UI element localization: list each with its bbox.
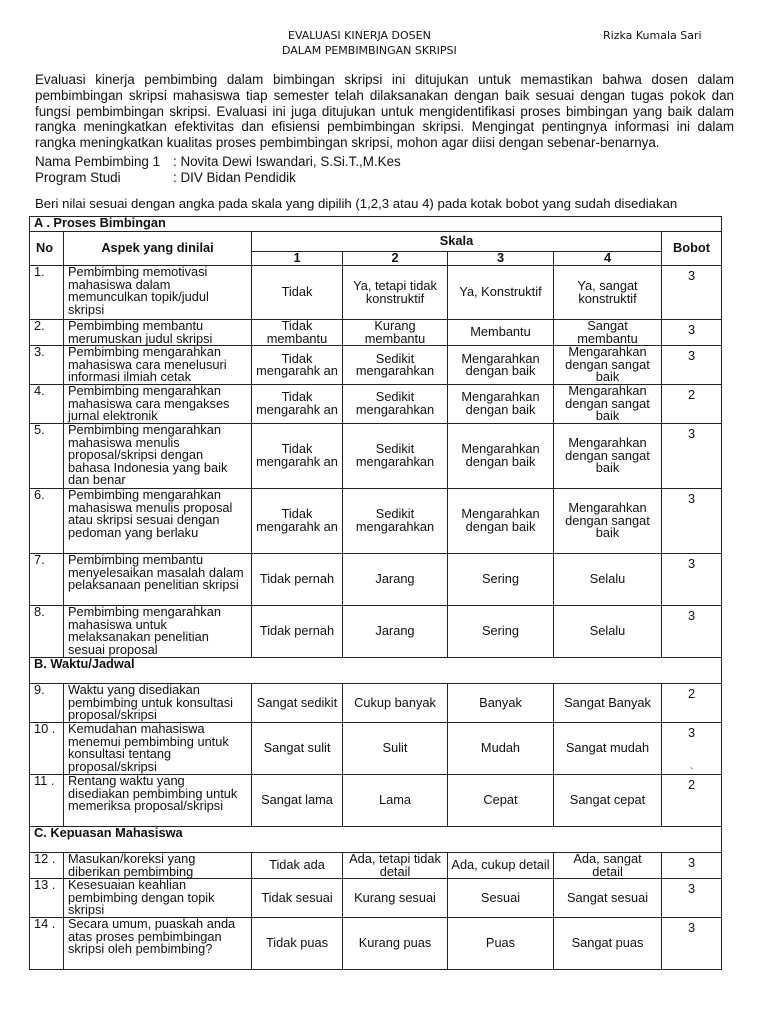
table-row bbox=[30, 266, 722, 320]
scale-1-text: Sangat lama bbox=[252, 774, 343, 826]
scale-1-text: Tidak puas bbox=[252, 918, 343, 970]
row-number: 14 . bbox=[30, 918, 64, 970]
prodi-row bbox=[35, 170, 401, 186]
pembimbing-label: Nama Pembimbing 1 bbox=[35, 154, 161, 169]
table-row bbox=[30, 852, 722, 878]
scale-1-text: Tidak pernah bbox=[252, 605, 343, 657]
scale-4-text: Mengarahkan dengan sangat baik bbox=[554, 346, 662, 385]
table-row bbox=[30, 774, 722, 826]
bobot-value[interactable]: 3 bbox=[662, 918, 722, 970]
row-number: 12 . bbox=[30, 852, 64, 878]
scale-4-text: Mengarahkan dengan sangat baik bbox=[554, 488, 662, 553]
bobot-value[interactable]: 3 bbox=[662, 488, 722, 553]
bobot-value[interactable]: 3 bbox=[662, 553, 722, 605]
scale-4-text: Sangat membantu bbox=[554, 320, 662, 346]
aspect-text: Pembimbing mengarahkan mahasiswa menulis proposal/skripsi dengan bahasa Indonesia yang baik dan benar bbox=[64, 423, 252, 488]
scale-1-text: Tidak ada bbox=[252, 852, 343, 878]
table-row bbox=[30, 553, 722, 605]
scale-3-text: Ya, Konstruktif bbox=[448, 266, 554, 320]
scale-2-text: Sedikit mengarahkan bbox=[343, 385, 448, 424]
bobot-value[interactable]: 3 bbox=[662, 605, 722, 657]
scale-2-text: Sedikit mengarahkan bbox=[343, 423, 448, 488]
scale-3-text: Sering bbox=[448, 605, 554, 657]
scale-4-text: Mengarahkan dengan sangat baik bbox=[554, 385, 662, 424]
scale-3-text: Ada, cukup detail bbox=[448, 852, 554, 878]
row-number: 2. bbox=[30, 320, 64, 346]
table-row bbox=[30, 879, 722, 918]
aspect-text: Pembimbing mengarahkan mahasiswa cara menelusuri informasi ilmiah cetak bbox=[64, 346, 252, 385]
scale-1-text: Tidak mengarahk an bbox=[252, 423, 343, 488]
intro-paragraph: Evaluasi kinerja pembimbing dalam bimbingan skripsi ini ditujukan untuk memastikan bahwa dosen dalam pembimbingan skripsi mahasiswa tiap semester telah dilaksanakan dengan baik sesuai dengan tugas pokok dan fungsi pembimbingan skripsi. Evaluasi ini juga ditujukan untuk mengidentifikasi proses bimbingan yang baik dalam rangka meningkatkan efektivitas dan efisiensi pembimbingan skripsi. Mengingat pentingnya informasi ini dalam rangka meningkatkan kualitas proses pembimbingan skripsi, mohon agar diisi dengan sebenar-benarnya. bbox=[35, 72, 734, 151]
bobot-value[interactable]: 3 bbox=[662, 320, 722, 346]
scale-4-text: Mengarahkan dengan sangat baik bbox=[554, 423, 662, 488]
evaluation-meta bbox=[35, 154, 401, 185]
aspect-text: Pembimbing membantu menyelesaikan masalah dalam pelaksanaan penelitian skripsi bbox=[64, 553, 252, 605]
table-row bbox=[30, 320, 722, 346]
pembimbing-value: : Novita Dewi Iswandari, S.Si.T.,M.Kes bbox=[173, 154, 401, 169]
aspect-text: Pembimbing mengarahkan mahasiswa menulis proposal atau skripsi sesuai dengan pedoman yang berlaku bbox=[64, 488, 252, 553]
row-number: 13 . bbox=[30, 879, 64, 918]
bobot-value[interactable]: 2 bbox=[662, 683, 722, 722]
scale-3-text: Sesuai bbox=[448, 879, 554, 918]
bobot-value[interactable]: 3 bbox=[662, 852, 722, 878]
scale-1-text: Tidak bbox=[252, 266, 343, 320]
bobot-value[interactable]: 3 bbox=[662, 423, 722, 488]
scale-2-text: Ada, tetapi tidak detail bbox=[343, 852, 448, 878]
aspect-text: Kesesuaian keahlian pembimbing dengan topik skripsi bbox=[64, 879, 252, 918]
row-number: 3. bbox=[30, 346, 64, 385]
header-skala: Skala bbox=[252, 232, 662, 252]
aspect-text: Pembimbing mengarahkan mahasiswa cara mengakses jurnal elektronik bbox=[64, 385, 252, 424]
prodi-label: Program Studi bbox=[35, 169, 121, 185]
row-number: 9. bbox=[30, 683, 64, 722]
scale-2-text: Kurang sesuai bbox=[343, 879, 448, 918]
scale-2-text: Kurang puas bbox=[343, 918, 448, 970]
table-row bbox=[30, 605, 722, 657]
scale-1-text: Tidak mengarahk an bbox=[252, 346, 343, 385]
scale-number-4: 4 bbox=[554, 252, 662, 266]
scale-1-text: Tidak sesuai bbox=[252, 879, 343, 918]
row-number: 5. bbox=[30, 423, 64, 488]
scale-number-1: 1 bbox=[252, 252, 343, 266]
scale-4-text: Selalu bbox=[554, 553, 662, 605]
row-number: 1. bbox=[30, 266, 64, 320]
scale-2-text: Jarang bbox=[343, 605, 448, 657]
header-no: No bbox=[30, 232, 64, 266]
aspect-text: Kemudahan mahasiswa menemui pembimbing untuk konsultasi tentang proposal/skripsi bbox=[64, 722, 252, 774]
scale-4-text: Ada, sangat detail bbox=[554, 852, 662, 878]
title-line-1: EVALUASI KINERJA DOSEN bbox=[288, 29, 431, 42]
header-bobot: Bobot bbox=[662, 232, 722, 266]
author-name: Rizka Kumala Sari bbox=[603, 29, 702, 42]
section-title: A . Proses Bimbingan bbox=[30, 217, 722, 232]
table-row bbox=[30, 918, 722, 970]
scale-2-text: Sulit bbox=[343, 722, 448, 774]
table-row bbox=[30, 385, 722, 424]
table-row bbox=[30, 423, 722, 488]
section-row-a bbox=[30, 217, 722, 232]
table-row bbox=[30, 346, 722, 385]
row-number: 10 . bbox=[30, 722, 64, 774]
scale-3-text: Membantu bbox=[448, 320, 554, 346]
scale-4-text: Sangat sesuai bbox=[554, 879, 662, 918]
aspect-text: Rentang waktu yang disediakan pembimbing untuk memeriksa proposal/skripsi bbox=[64, 774, 252, 826]
scale-1-text: Sangat sedikit bbox=[252, 683, 343, 722]
table-row bbox=[30, 488, 722, 553]
section-row-c bbox=[30, 826, 722, 852]
aspect-text: Pembimbing membantu merumuskan judul skripsi bbox=[64, 320, 252, 346]
scale-2-text: Ya, tetapi tidak konstruktif bbox=[343, 266, 448, 320]
section-title: C. Kepuasan Mahasiswa bbox=[30, 826, 722, 852]
scale-2-text: Jarang bbox=[343, 553, 448, 605]
evaluation-table bbox=[29, 216, 722, 970]
stray-mark: ` bbox=[690, 767, 694, 778]
scale-4-text: Sangat cepat bbox=[554, 774, 662, 826]
scale-3-text: Puas bbox=[448, 918, 554, 970]
row-number: 8. bbox=[30, 605, 64, 657]
scale-4-text: Sangat Banyak bbox=[554, 683, 662, 722]
aspect-text: Pembimbing mengarahkan mahasiswa untuk melaksanakan penelitian sesuai proposal bbox=[64, 605, 252, 657]
scale-2-text: Cukup banyak bbox=[343, 683, 448, 722]
scale-3-text: Cepat bbox=[448, 774, 554, 826]
scale-1-text: Tidak mengarahk an bbox=[252, 488, 343, 553]
bobot-value[interactable]: 3 bbox=[662, 266, 722, 320]
header-aspek: Aspek yang dinilai bbox=[64, 232, 252, 266]
aspect-text: Secara umum, puaskah anda atas proses pembimbingan skripsi oleh pembimbing? bbox=[64, 918, 252, 970]
section-row-b bbox=[30, 657, 722, 683]
row-number: 11 . bbox=[30, 774, 64, 826]
table-row bbox=[30, 683, 722, 722]
scale-3-text: Banyak bbox=[448, 683, 554, 722]
scale-2-text: Kurang membantu bbox=[343, 320, 448, 346]
aspect-text: Pembimbing memotivasi mahasiswa dalam memunculkan topik/judul skripsi bbox=[64, 266, 252, 320]
scale-number-2: 2 bbox=[343, 252, 448, 266]
aspect-text: Masukan/koreksi yang diberikan pembimbing bbox=[64, 852, 252, 878]
scale-3-text: Mengarahkan dengan baik bbox=[448, 423, 554, 488]
scale-2-text: Sedikit mengarahkan bbox=[343, 488, 448, 553]
header-row bbox=[30, 232, 722, 252]
scale-2-text: Lama bbox=[343, 774, 448, 826]
scale-2-text: Sedikit mengarahkan bbox=[343, 346, 448, 385]
prodi-value: : DIV Bidan Pendidik bbox=[173, 169, 296, 185]
bobot-value[interactable]: 3 bbox=[662, 722, 722, 774]
bobot-value[interactable]: 2 bbox=[662, 385, 722, 424]
scale-3-text: Mudah bbox=[448, 722, 554, 774]
scale-1-text: Sangat sulit bbox=[252, 722, 343, 774]
row-number: 6. bbox=[30, 488, 64, 553]
table-row bbox=[30, 722, 722, 774]
bobot-value[interactable]: 3 bbox=[662, 879, 722, 918]
instruction-text: Beri nilai sesuai dengan angka pada skala yang dipilih (1,2,3 atau 4) pada kotak bobot yang sudah disediakan bbox=[35, 196, 678, 211]
row-number: 4. bbox=[30, 385, 64, 424]
scale-1-text: Tidak membantu bbox=[252, 320, 343, 346]
scale-3-text: Mengarahkan dengan baik bbox=[448, 346, 554, 385]
scale-4-text: Sangat mudah bbox=[554, 722, 662, 774]
row-number: 7. bbox=[30, 553, 64, 605]
title-line-2: DALAM PEMBIMBINGAN SKRIPSI bbox=[282, 44, 457, 57]
scale-4-text: Sangat puas bbox=[554, 918, 662, 970]
section-title: B. Waktu/Jadwal bbox=[30, 657, 722, 683]
scale-number-3: 3 bbox=[448, 252, 554, 266]
scale-1-text: Tidak pernah bbox=[252, 553, 343, 605]
scale-3-text: Sering bbox=[448, 553, 554, 605]
pembimbing-row bbox=[35, 154, 401, 170]
scale-4-text: Ya, sangat konstruktif bbox=[554, 266, 662, 320]
scale-1-text: Tidak mengarahk an bbox=[252, 385, 343, 424]
scale-4-text: Selalu bbox=[554, 605, 662, 657]
bobot-value[interactable]: 3 bbox=[662, 346, 722, 385]
aspect-text: Waktu yang disediakan pembimbing untuk konsultasi proposal/skripsi bbox=[64, 683, 252, 722]
bobot-value[interactable]: 2 bbox=[662, 774, 722, 826]
scale-3-text: Mengarahkan dengan baik bbox=[448, 488, 554, 553]
scale-3-text: Mengarahkan dengan baik bbox=[448, 385, 554, 424]
